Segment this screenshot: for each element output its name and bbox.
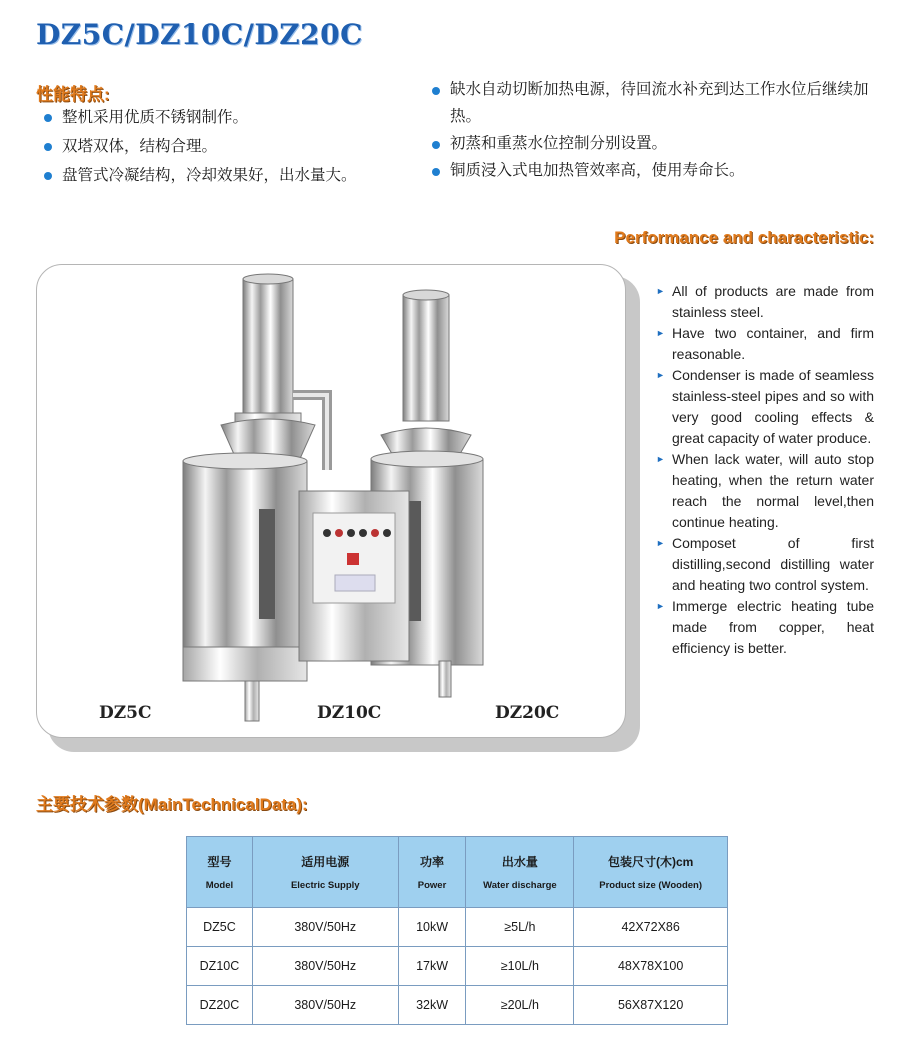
table-cell: DZ10C [187,947,253,986]
table-cell: 380V/50Hz [252,986,398,1025]
tech-spec-table [186,836,728,1025]
table-cell: 380V/50Hz [252,947,398,986]
list-item: ► All of products are made from stainless steel. [656,281,874,323]
table-cell: 32kW [398,986,466,1025]
model-label-dz10c: DZ10C [317,703,382,723]
list-item: 整机采用优质不锈钢制作。 [40,103,400,132]
features-en-list [656,281,874,659]
column-header-model: 型号 Model [187,837,253,908]
product-photo-frame [36,264,626,738]
features-cn-right-list [428,76,878,184]
table-cell: 56X87X120 [574,986,728,1025]
page-title: DZ5C/DZ10C/DZ20C [36,18,363,51]
list-item: 缺水自动切断加热电源，待回流水补充到达工作水位后继续加热。 [428,76,878,130]
table-cell: 380V/50Hz [252,908,398,947]
model-label-dz20c: DZ20C [495,703,560,723]
list-item: ► Immerge electric heating tube made from copper, heat efficiency is better. [656,596,874,659]
features-cn-left-list [40,103,400,190]
table-row [187,947,728,986]
table-cell: 10kW [398,908,466,947]
column-header-power: 功率 Power [398,837,466,908]
column-header-size: 包装尺寸(木)cm Product size (Wooden) [574,837,728,908]
list-item: ► Have two container, and firm reasonable. [656,323,874,365]
table-row [187,908,728,947]
features-en-heading: Performance and characteristic: [614,228,874,247]
table-cell: 42X72X86 [574,908,728,947]
distiller-illustration [37,265,625,737]
list-item: 盘管式冷凝结构，冷却效果好，出水量大。 [40,161,400,190]
table-cell: 17kW [398,947,466,986]
column-header-supply: 适用电源 Electric Supply [252,837,398,908]
table-cell: ≥20L/h [466,986,574,1025]
table-cell: ≥5L/h [466,908,574,947]
features-cn-heading: 性能特点: [36,85,110,104]
column-header-discharge: 出水量 Water discharge [466,837,574,908]
list-item: 铜质浸入式电加热管效率高，使用寿命长。 [428,157,878,184]
table-header-row [187,837,728,908]
table-cell: DZ5C [187,908,253,947]
table-row [187,986,728,1025]
table-cell: ≥10L/h [466,947,574,986]
list-item: ► When lack water, will auto stop heating, when the return water reach the normal level,then continue heating. [656,449,874,533]
list-item: ► Composet of first distilling,second distilling water and heating two control system. [656,533,874,596]
table-cell: DZ20C [187,986,253,1025]
tech-data-heading: 主要技术参数(MainTechnicalData): [36,795,308,814]
list-item: 双塔双体，结构合理。 [40,132,400,161]
model-label-dz5c: DZ5C [99,703,152,723]
table-cell: 48X78X100 [574,947,728,986]
list-item: 初蒸和重蒸水位控制分别设置。 [428,130,878,157]
list-item: ► Condenser is made of seamless stainless-steel pipes and so with very good cooling effects & great capacity of water produce. [656,365,874,449]
